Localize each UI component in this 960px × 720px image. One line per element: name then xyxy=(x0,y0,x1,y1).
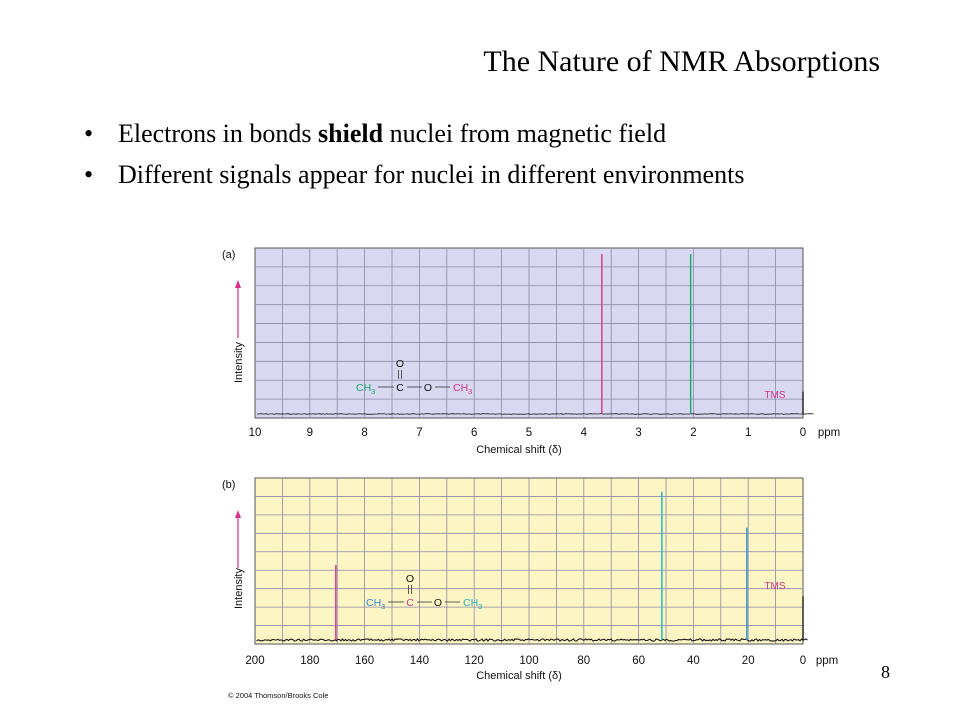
x-tick-label: 100 xyxy=(519,655,539,667)
x-axis-label: Chemical shift (δ) xyxy=(476,670,562,682)
x-tick-label: 3 xyxy=(635,427,642,439)
x-tick-label: 60 xyxy=(632,655,645,667)
bullet-text-end: nuclei from magnetic field xyxy=(383,119,667,148)
slide-title: The Nature of NMR Absorptions xyxy=(483,45,880,78)
bullet-bold-word: shield xyxy=(318,119,384,148)
molecule-ch3-left: $CH_3$ xyxy=(366,597,386,611)
page-number: 8 xyxy=(881,662,890,682)
molecule-ester-oxygen: O xyxy=(423,382,433,394)
copyright-notice: © 2004 Thomson/Brooks Cole xyxy=(228,691,329,700)
x-tick-label: 4 xyxy=(580,427,588,439)
molecule-carbonyl-oxygen: O xyxy=(405,573,415,585)
x-unit-label: ppm xyxy=(817,427,841,439)
x-tick-label: 7 xyxy=(416,427,423,439)
panel-label: (b) xyxy=(222,479,236,491)
x-tick-label: 0 xyxy=(799,427,807,439)
x-tick-label: 1 xyxy=(744,427,752,439)
bullet-text-start: Different signals appear for nuclei in different environments xyxy=(118,160,745,189)
x-tick-label: 120 xyxy=(464,655,484,667)
spectrum-panel-a xyxy=(222,248,840,456)
molecule-ch3-right: $CH_3$ xyxy=(463,597,483,611)
molecule-carbonyl-oxygen: O xyxy=(395,358,405,370)
tms-label: TMS xyxy=(764,581,786,592)
molecule-carbonyl-carbon: C xyxy=(406,597,414,609)
x-axis-label: Chemical shift (δ) xyxy=(476,444,562,456)
molecule-ch3-right: $CH_3$ xyxy=(453,382,473,396)
x-tick-label: 2 xyxy=(690,427,697,439)
x-tick-label: 140 xyxy=(409,655,429,667)
y-axis-label: Intensity xyxy=(233,342,245,383)
y-axis-label: Intensity xyxy=(233,568,245,609)
bullet-dot: • xyxy=(84,119,94,148)
x-tick-label: 9 xyxy=(306,427,314,439)
intensity-arrow-head xyxy=(235,510,241,518)
x-tick-label: 5 xyxy=(525,427,533,439)
x-tick-label: 200 xyxy=(245,655,265,667)
spectrum-panel-b xyxy=(222,478,838,682)
x-tick-label: 0 xyxy=(799,655,807,667)
intensity-arrow-head xyxy=(235,280,241,288)
molecule-carbonyl-carbon: C xyxy=(396,382,404,394)
x-tick-label: 8 xyxy=(361,427,368,439)
tms-label: TMS xyxy=(764,390,786,401)
bullet-text-start: Electrons in bonds xyxy=(118,119,319,148)
x-tick-label: 6 xyxy=(470,427,478,439)
x-tick-label: 160 xyxy=(355,655,375,667)
molecule-ch3-left: $CH_3$ xyxy=(356,382,376,396)
x-tick-label: 20 xyxy=(741,655,755,667)
x-tick-label: 10 xyxy=(248,427,262,439)
x-tick-label: 80 xyxy=(577,655,591,667)
panel-label: (a) xyxy=(222,249,236,261)
molecule-ester-oxygen: O xyxy=(433,597,443,609)
x-tick-label: 40 xyxy=(687,655,700,667)
bullet-dot: • xyxy=(84,160,94,189)
x-tick-label: ppm xyxy=(815,655,839,667)
x-tick-label: 180 xyxy=(300,655,320,667)
